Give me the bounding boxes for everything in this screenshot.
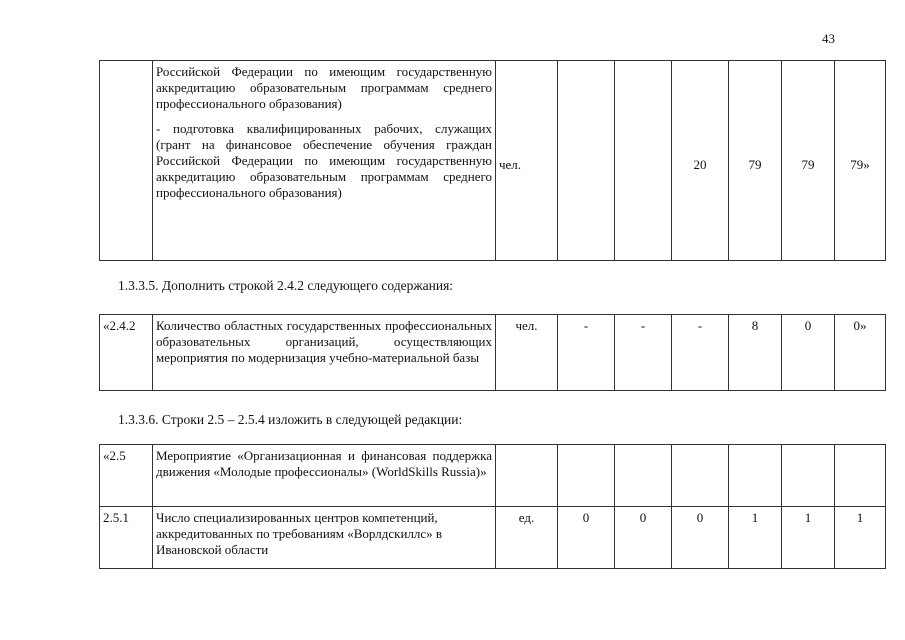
value-cell: - [558,315,615,391]
table-row [100,315,886,391]
row-number: 2.5.1 [100,507,153,569]
cell-value: 79 [801,157,815,172]
row-unit [496,445,558,507]
row-unit [496,61,558,261]
table-row [100,507,886,569]
row-unit: ед. [496,507,558,569]
row-unit: чел. [496,315,558,391]
value-cell: 1 [835,507,886,569]
cell-value: 79» [850,157,870,172]
value-cell [729,61,782,261]
row-description-part: Российской Федерации по имеющим государственную аккредитацию образовательным программам среднего профессионального образования) [156,64,492,111]
cell-value: 79 [748,157,762,172]
value-cell: 0 [672,507,729,569]
page-number: 43 [822,31,835,46]
instruction-paragraph: 1.3.3.6. Строки 2.5 – 2.5.4 изложить в следующей редакции: [118,412,463,427]
row-number [100,61,153,261]
cell-value: 20 [693,157,707,172]
value-cell [558,445,615,507]
value-cell: 0» [835,315,886,391]
indicators-table-continuation [99,60,886,261]
row-number: «2.4.2 [100,315,153,391]
indicators-table-2-4-2 [99,314,886,391]
row-description [153,61,496,261]
row-description: Мероприятие «Организационная и финансовая поддержка движения «Молодые профессионалы» (WorldSkills Russia)» [153,445,496,507]
value-cell: 1 [729,507,782,569]
value-cell: - [672,315,729,391]
value-cell [672,445,729,507]
value-cell: 8 [729,315,782,391]
value-cell: - [615,315,672,391]
unit-value: чел. [499,157,522,172]
row-description: Число специализированных центров компетенций, аккредитованных по требованиям «Ворлдскиллс» в Ивановской области [153,507,496,569]
value-cell [835,61,886,261]
value-cell [615,61,672,261]
table-row [100,61,886,261]
value-cell [729,445,782,507]
value-cell [672,61,729,261]
value-cell [835,445,886,507]
value-cell: 0 [782,315,835,391]
value-cell: 0 [615,507,672,569]
value-cell [615,445,672,507]
value-cell: 1 [782,507,835,569]
row-number: «2.5 [100,445,153,507]
value-cell [782,61,835,261]
table-row [100,445,886,507]
row-description: Количество областных государственных профессиональных образовательных организаций, осуществляющих мероприятия по модернизация учебно-материальной базы [153,315,496,391]
instruction-paragraph: 1.3.3.5. Дополнить строкой 2.4.2 следующего содержания: [118,278,454,293]
value-cell: 0 [558,507,615,569]
value-cell [558,61,615,261]
indicators-table-2-5 [99,444,886,569]
value-cell [782,445,835,507]
row-description-part: - подготовка квалифицированных рабочих, служащих (грант на финансовое обеспечение обучения граждан Российской Федерации по имеющим государственную аккредитацию образовательным программам среднего профессионального образования) [156,121,492,200]
